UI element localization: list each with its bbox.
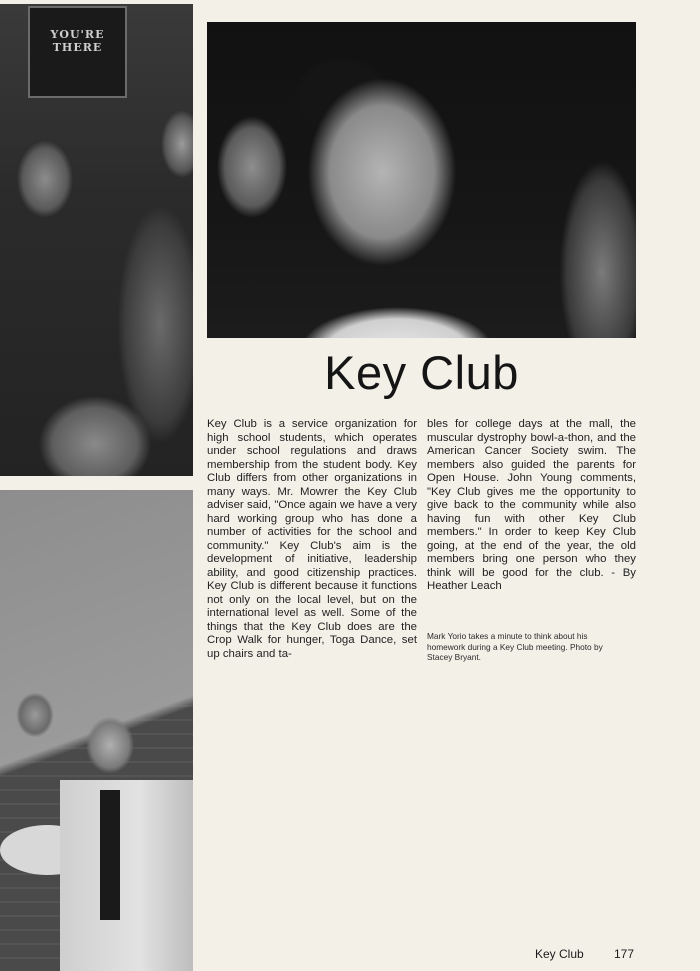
photo-tie (100, 790, 120, 920)
photo-mark-yorio (207, 22, 636, 338)
photo-students-meeting (0, 4, 193, 476)
poster-sign-text: YOU'RE THERE (50, 28, 105, 54)
photo-shirt (60, 780, 193, 971)
photo-caption: Mark Yorio takes a minute to think about his homework during a Key Club meeting. Photo by Stacey Bryant. (427, 631, 603, 662)
article-column-left: Key Club is a service organization for high school students, which operates under school regulations and draws membership from the student body. Key Club differs from other organizations in many ways. Mr. Mowrer the Key Club adviser said, "Once again we have a very hard working group who has done a number of activities for the school and community." Key Club's aim is the development of initiative, leadership ability, and good citizenship practices. Key Club is different because it functions not only on the local level, but on the international level as well. Some of the things that the Key Club does are the Crop Walk for hunger, Toga Dance, set up chairs and ta- (207, 418, 417, 660)
page-title: Key Club (324, 346, 519, 399)
page-number: 177 (614, 947, 635, 961)
article-column-right: bles for college days at the mall, the muscular dystrophy bowl-a-thon, and the American Cancer Society swim. The members also guided the parents for Open House. John Young comments, "Key Club gives me the opportunity to give back to the community while also having fun with other Key Club members." In order to keep Key Club going, at the end of the year, the old members bring one person who they think will be good for the club. - By Heather Leach (427, 418, 636, 592)
photo-student-seated (0, 490, 193, 971)
footer-section-name: Key Club (535, 947, 584, 961)
poster-sign (28, 6, 127, 98)
